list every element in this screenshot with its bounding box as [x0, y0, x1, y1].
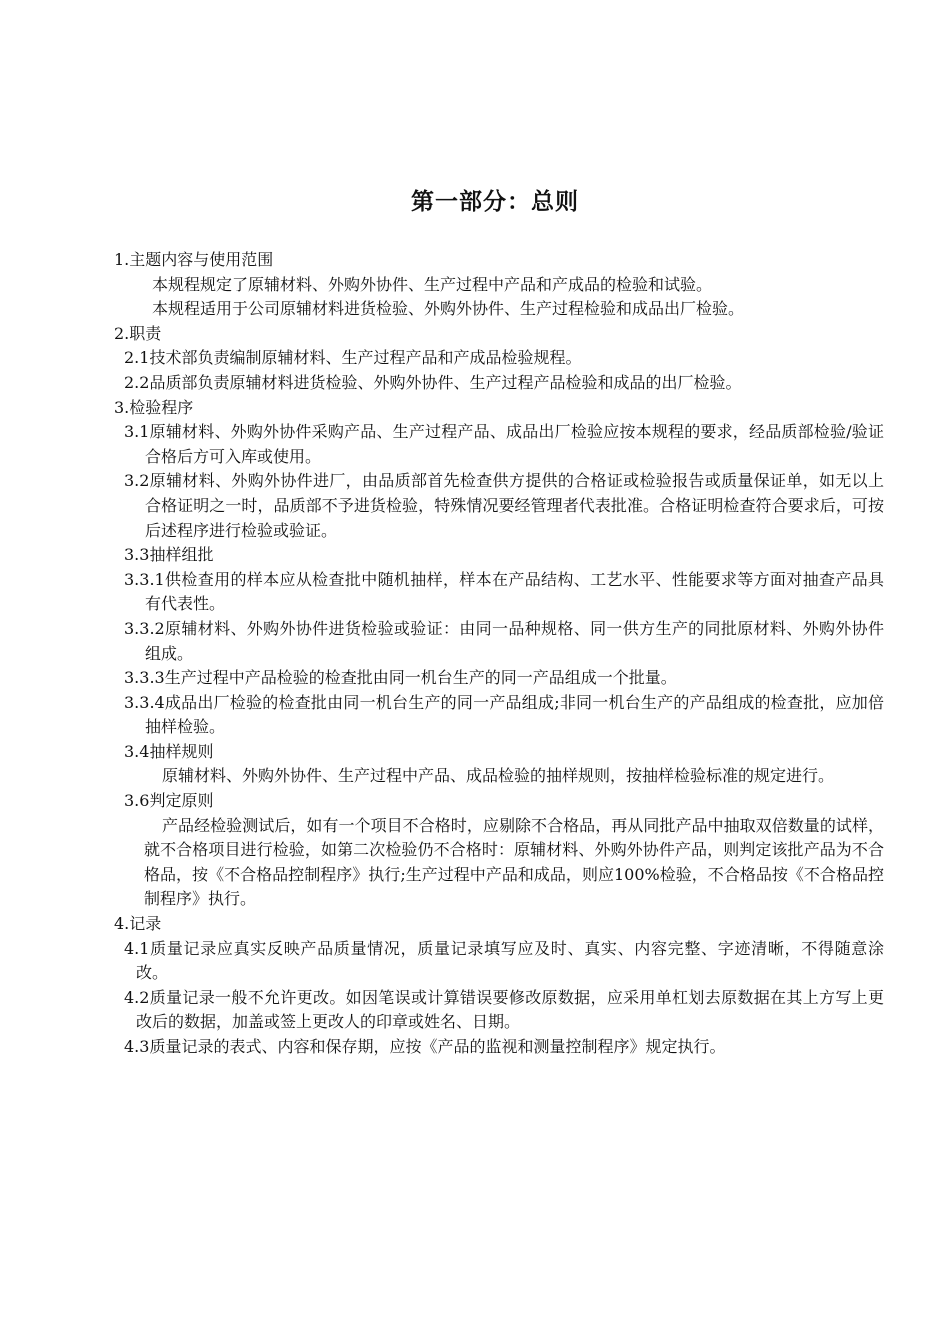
- list-item: 4.1质量记录应真实反映产品质量情况，质量记录填写应及时、真实、内容完整、字迹清晰，不得随意涂改。: [124, 938, 884, 983]
- paragraph: 原辅材料、外购外协件、生产过程中产品、成品检验的抽样规则，按抽样检验标准的规定进行。: [162, 766, 835, 786]
- subsection-heading: 3.6判定原则: [124, 791, 214, 811]
- paragraph: 产品经检验测试后，如有一个项目不合格时，应剔除不合格品，再从同批产品中抽取双倍数量的试样，就不合格项目进行检验，如第二次检验仍不合格时：原辅材料、外购外协件产品，则判定该批产品为不合格品，按《不合格品控制程序》执行;生产过程中产品和成品，则应100%检验，不合格品按《不合格品控制程序》执行。: [144, 815, 884, 909]
- subsection-heading: 3.4抽样规则: [124, 741, 214, 761]
- list-item: 3.2原辅材料、外购外协件进厂，由品质部首先检查供方提供的合格证或检验报告或质量保证单，如无以上合格证明之一时，品质部不予进货检验，特殊情况要经管理者代表批准。合格证明检查符合要求后，可按后述程序进行检验或验证。: [124, 471, 884, 540]
- list-item: 4.3质量记录的表式、内容和保存期，应按《产品的监视和测量控制程序》规定执行。: [124, 1037, 726, 1056]
- list-item: 3.1原辅材料、外购外协件采购产品、生产过程产品、成品出厂检验应按本规程的要求，经品质部检验/验证合格后方可入库或使用。: [124, 422, 884, 466]
- list-item: 2.1技术部负责编制原辅材料、生产过程产品和产成品检验规程。: [124, 348, 582, 368]
- section-heading-3: 3.检验程序: [114, 397, 194, 417]
- paragraph: 本规程适用于公司原辅材料进货检验、外购外协件、生产过程检验和成品出厂检验。: [152, 299, 745, 319]
- section-heading-4: 4.记录: [114, 914, 162, 934]
- list-item: 3.3.2原辅材料、外购外协件进货检验或验证：由同一品种规格、同一供方生产的同批原材料、外购外协件组成。: [124, 618, 884, 663]
- page-title: 第一部分：总则: [411, 188, 579, 215]
- document-body: [114, 248, 884, 1060]
- list-item: 3.3.3生产过程中产品检验的检查批由同一机台生产的同一产品组成一个批量。: [124, 668, 677, 688]
- section-heading-2: 2.职责: [114, 323, 162, 343]
- list-item: 3.3.1供检查用的样本应从检查批中随机抽样，样本在产品结构、工艺水平、性能要求等方面对抽查产品具有代表性。: [124, 569, 884, 614]
- subsection-heading: 3.3抽样组批: [124, 545, 214, 565]
- list-item: 2.2品质部负责原辅材料进货检验、外购外协件、生产过程产品检验和成品的出厂检验。: [124, 372, 742, 392]
- list-item: 3.3.4成品出厂检验的检查批由同一机台生产的同一产品组成;非同一机台生产的产品组成的检查批，应加倍抽样检验。: [124, 692, 884, 737]
- paragraph: 本规程规定了原辅材料、外购外协件、生产过程中产品和产成品的检验和试验。: [152, 274, 713, 294]
- list-item: 4.2质量记录一般不允许更改。如因笔误或计算错误要修改原数据，应采用单杠划去原数据在其上方写上更改后的数据，加盖或签上更改人的印章或姓名、日期。: [124, 987, 884, 1032]
- section-heading-1: 1.主题内容与使用范围: [114, 250, 274, 269]
